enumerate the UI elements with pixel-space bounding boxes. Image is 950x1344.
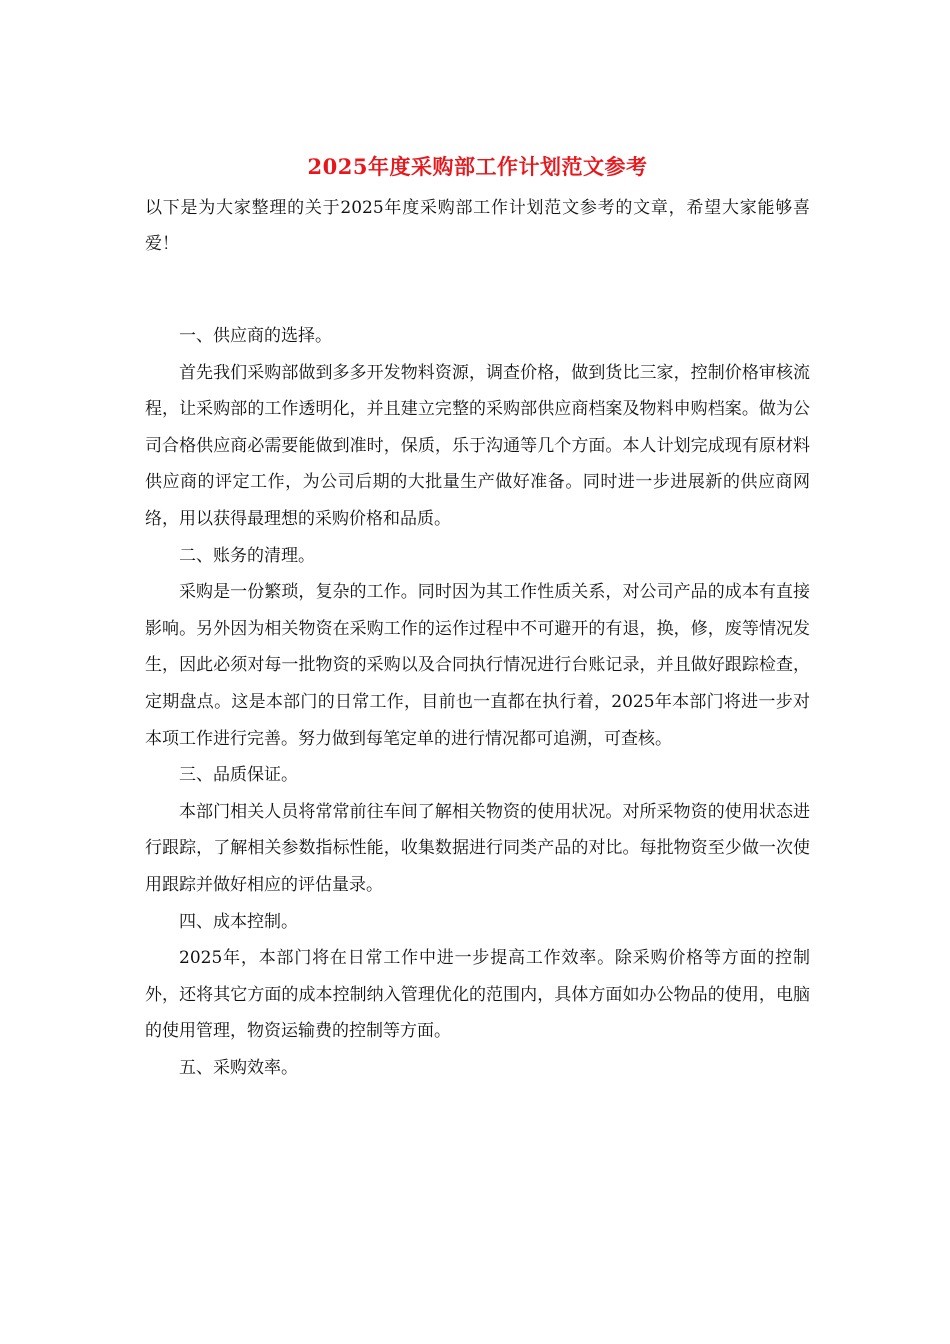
section-heading-cost: 四、成本控制。	[179, 911, 298, 932]
section-heading-efficiency: 五、采购效率。	[179, 1057, 298, 1078]
section-body-cost: 2025年，本部门将在日常工作中进一步提高工作效率。除采购价格等方面的控制外，还将其它方面的成本控制纳入管理优化的范围内，具体方面如办公物品的使用，电脑的使用管理，物资运输费的控制等方面。	[145, 948, 810, 1042]
section-heading-accounts: 二、账务的清理。	[179, 545, 315, 566]
document-intro: 以下是为大家整理的关于2025年度采购部工作计划范文参考的文章，希望大家能够喜爱！	[145, 198, 810, 254]
section-heading-quality: 三、品质保证。	[179, 765, 298, 786]
section-body-accounts: 采购是一份繁琐，复杂的工作。同时因为其工作性质关系，对公司产品的成本有直接影响。另外因为相关物资在采购工作的运作过程中不可避开的有退，换，修，废等情况发生，因此必须对每一批物资的采购以及合同执行情况进行台账记录，并且做好跟踪检查，定期盘点。这是本部门的日常工作，目前也一直都在执行着，2025年本部门将进一步对本项工作进行完善。努力做到每笔定单的进行情况都可追溯，可查核。	[145, 582, 810, 749]
intro-spacer	[145, 262, 810, 318]
document-title: 2025年度采购部工作计划范文参考	[307, 154, 648, 179]
section-body-suppliers: 首先我们采购部做到多多开发物料资源，调查价格，做到货比三家，控制价格审核流程，让采购部的工作透明化，并且建立完整的采购部供应商档案及物料申购档案。做为公司合格供应商必需要能做到准时，保质，乐于沟通等几个方面。本人计划完成现有原材料供应商的评定工作，为公司后期的大批量生产做好准备。同时进一步进展新的供应商网络，用以获得最理想的采购价格和品质。	[145, 362, 810, 529]
section-heading-suppliers: 一、供应商的选择。	[179, 326, 332, 346]
document-page	[145, 150, 810, 1086]
section-body-quality: 本部门相关人员将常常前往车间了解相关物资的使用状况。对所采物资的使用状态进行跟踪，了解相关参数指标性能，收集数据进行同类产品的对比。每批物资至少做一次使用跟踪并做好相应的评估量录。	[145, 801, 810, 895]
